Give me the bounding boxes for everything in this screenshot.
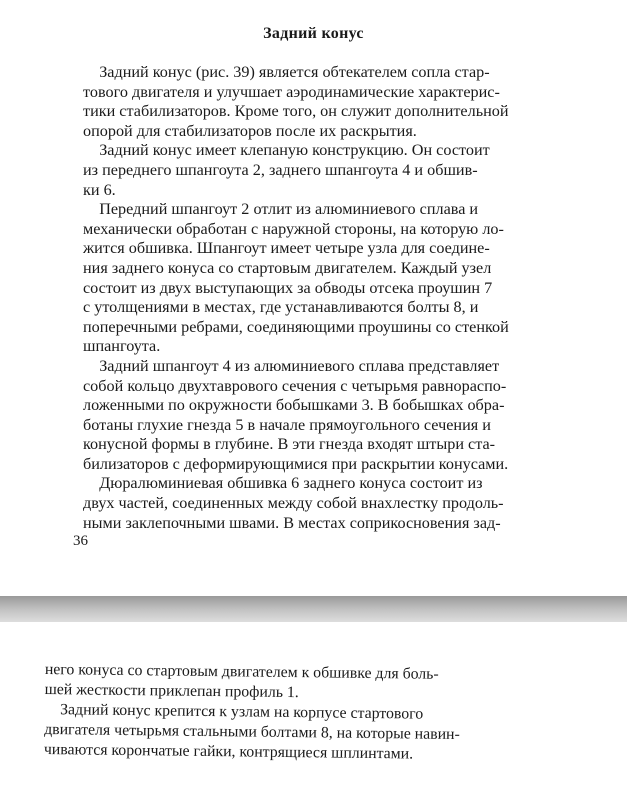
text-line: Передний шпангоут 2 отлит из алюминиевого сплава и [83, 200, 479, 219]
body-text-lower [44, 660, 575, 766]
text-line: поперечными ребрами, соединяющими проушины со стенкой [83, 317, 509, 336]
text-line: жится обшивка. Шпангоут имеет четыре узла для соедине- [83, 239, 490, 258]
text-line: механически обработан с наружной стороны, на которую ло- [83, 219, 504, 238]
page-separator [0, 596, 627, 622]
text-line: него конуса со стартовым двигателем к обшивке для боль- [44, 660, 439, 683]
text-line: тового двигателя и улучшает аэродинамические характерис- [83, 82, 500, 101]
text-line: Задний конус имеет клепаную конструкцию. Он состоит [83, 141, 490, 160]
text-line: Задний конус крепится к узлам на корпусе стартового [44, 700, 424, 723]
text-line: чиваются корончатые гайки, контрящиеся шплинтами. [43, 740, 414, 763]
text-line: Задний шпангоут 4 из алюминиевого сплава представляет [83, 356, 500, 375]
text-line: тики стабилизаторов. Кроме того, он служит дополнительной [83, 102, 509, 121]
body-text-upper [83, 63, 598, 533]
text-line: билизаторов с деформирующимися при раскрытии конусами. [83, 454, 509, 473]
text-line: собой кольцо двухтаврового сечения с четырьмя равнораспо- [83, 376, 507, 395]
text-line: ки 6. [83, 180, 116, 199]
text-line: ботаны глухие гнезда 5 в начале прямоугольного сечения и [83, 415, 491, 434]
text-line: ния заднего конуса со стартовым двигателем. Каждый узел [83, 258, 492, 277]
page-number: 36 [73, 533, 88, 549]
text-line: шей жесткости приклепан профиль 1. [44, 680, 299, 702]
section-title: Задний конус [263, 25, 364, 42]
text-line: опорой для стабилизаторов после их раскрытия. [83, 121, 417, 140]
text-line: ными заклепочными швами. В местах соприкосновения зад- [83, 513, 501, 532]
text-line: Дюралюминиевая обшивка 6 заднего конуса состоит из [83, 474, 483, 493]
text-line: ложенными по окружности бобышками 3. В бобышках обра- [83, 396, 505, 415]
text-line: конусной формы в глубине. В эти гнезда входят штыри ста- [83, 435, 496, 454]
text-line: состоит из двух выступающих за обводы отсека проушин 7 [83, 278, 493, 297]
text-line: двух частей, соединенных между собой внахлестку продоль- [83, 494, 504, 513]
text-line: с утолщениями в местах, где устанавливаются болты 8, и [83, 298, 479, 317]
text-line: шпангоута. [83, 337, 161, 356]
text-line: Задний конус (рис. 39) является обтекателем сопла стар- [83, 63, 490, 81]
text-line: из переднего шпангоута 2, заднего шпангоута 4 и обшив- [83, 160, 478, 179]
text-line: двигателя четырьмя стальными болтами 8, на которые навин- [44, 720, 460, 744]
